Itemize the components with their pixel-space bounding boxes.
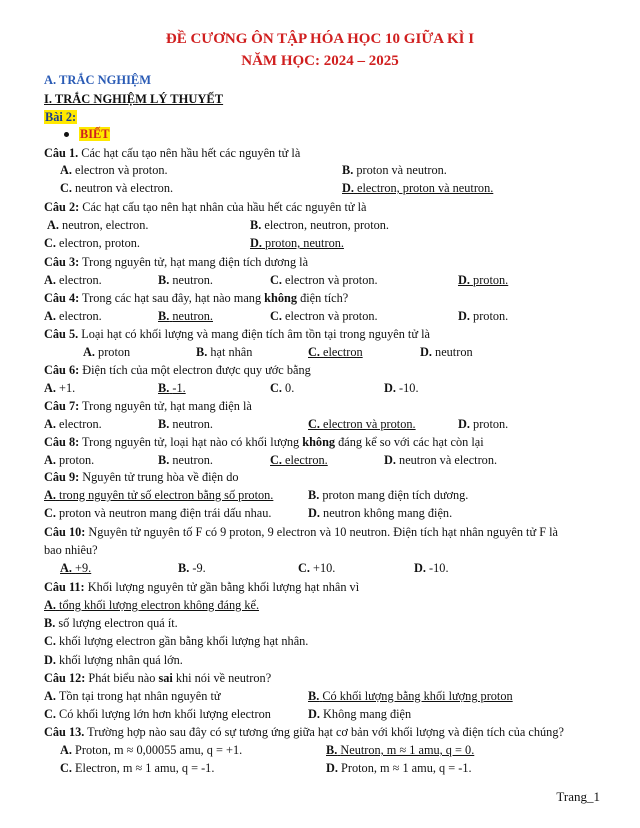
answer-text: neutron. [172, 273, 213, 287]
section-i-text: I. TRẮC NGHIỆM LÝ THUYẾT [44, 92, 224, 106]
answer-option [458, 273, 508, 288]
answer-option [158, 417, 213, 432]
answer-letter: B. [158, 453, 170, 467]
answer-option-correct [158, 309, 213, 323]
question-text: Trong nguyên tử, hạt mang điện tích dương là [79, 255, 309, 269]
answer-letter: A. [60, 743, 72, 757]
answer-letter: D. [384, 381, 396, 395]
answer-text: electron và proton. [285, 309, 378, 323]
answer-letter: B. [158, 417, 170, 431]
answer-option-content [60, 761, 214, 775]
answer-option [458, 417, 508, 432]
section-a-heading: A. TRẮC NGHIỆM [44, 73, 152, 87]
answer-option-content [270, 381, 294, 395]
answer-text: electron [323, 345, 363, 359]
answer-text: proton và neutron. [356, 163, 447, 177]
answer-text: proton, neutron. [265, 236, 344, 250]
answer-option [44, 453, 94, 468]
question-stem [44, 291, 348, 306]
answer-letter: B. [196, 345, 208, 359]
answer-letter: C. [44, 707, 56, 721]
question-number: Câu 9: [44, 470, 80, 484]
lesson-text: Bài 2: [45, 110, 77, 124]
question-stem [44, 725, 564, 740]
answer-option-content [384, 381, 419, 395]
answer-letter: D. [326, 761, 338, 775]
answer-text: Tồn tại trong hạt nhân nguyên tử [58, 689, 221, 703]
answer-option [44, 381, 75, 396]
answer-option [342, 163, 447, 178]
question-emphasis: sai [158, 671, 173, 685]
answer-text: Neutron, m ≈ 1 amu, q = 0. [340, 743, 475, 757]
answer-letter: B. [250, 218, 262, 232]
question-text: Trong các hạt sau đây, hạt nào mang [79, 291, 265, 305]
answer-option-correct [308, 345, 363, 359]
question-number: Câu 6: [44, 363, 80, 377]
answer-option-content [83, 345, 130, 359]
answer-letter: C. [44, 634, 56, 648]
answer-letter: B. [158, 381, 170, 395]
answer-option [60, 761, 214, 776]
answer-option [458, 309, 508, 324]
answer-letter: D. [458, 273, 470, 287]
answer-text: +10. [313, 561, 336, 575]
section-i-heading [44, 92, 223, 107]
question-text: Điện tích của một electron được quy ước bằng [79, 363, 311, 377]
question-text: Khối lượng nguyên tử gần bằng khối lượng hạt nhân vì [84, 580, 360, 594]
answer-text: proton. [59, 453, 95, 467]
answer-letter: D. [250, 236, 262, 250]
answer-text: proton [98, 345, 131, 359]
level-text: BIẾT [80, 127, 110, 141]
answer-letter: A. [44, 309, 56, 323]
question-stem [44, 146, 300, 161]
answer-letter: A. [44, 689, 56, 703]
answer-text: -1. [172, 381, 186, 395]
answer-letter: A. [83, 345, 95, 359]
question-number: Câu 11: [44, 580, 85, 594]
question-stem [44, 327, 430, 342]
answer-text: 0. [285, 381, 295, 395]
answer-text: -10. [429, 561, 449, 575]
answer-text: khối lượng nhân quá lớn. [59, 653, 183, 667]
answer-letter: D. [44, 653, 56, 667]
answer-letter: D. [342, 181, 354, 195]
answer-option-content [44, 381, 75, 395]
answer-option [270, 309, 378, 324]
answer-letter: A. [60, 561, 72, 575]
answer-option [158, 309, 213, 324]
answer-text: proton. [473, 309, 509, 323]
answer-text: tổng khối lượng electron không đáng kể. [59, 598, 260, 612]
answer-option-correct [342, 181, 493, 195]
answer-text: trong nguyên tử số electron bằng số proton. [59, 488, 274, 502]
answer-text: proton. [473, 273, 509, 287]
answer-option [158, 381, 186, 396]
answer-option [44, 417, 102, 432]
question-text: Phát biểu nào [85, 671, 159, 685]
answer-letter: C. [270, 309, 282, 323]
question-number: Câu 1. [44, 146, 79, 160]
answer-letter: D. [414, 561, 426, 575]
answer-option [308, 506, 452, 521]
answer-letter: C. [44, 236, 56, 250]
question-stem [44, 525, 558, 540]
answer-letter: C. [270, 273, 282, 287]
answer-option [44, 236, 140, 251]
answer-text: neutron. [172, 453, 213, 467]
answer-text: neutron, electron. [62, 218, 149, 232]
answer-text: electron. [285, 453, 328, 467]
answer-letter: C. [60, 181, 72, 195]
answer-option [270, 381, 294, 396]
answer-option [308, 707, 411, 722]
page-footer: Trang_1 [556, 789, 600, 804]
answer-option [60, 561, 91, 576]
answer-option-correct [250, 236, 344, 250]
question-number: Câu 5. [44, 327, 79, 341]
answer-letter: C. [308, 417, 320, 431]
answer-option-correct [326, 743, 474, 757]
answer-letter: B. [308, 488, 320, 502]
answer-option [342, 181, 493, 196]
answer-option-content [458, 417, 508, 431]
answer-text: electron và proton. [323, 417, 416, 431]
answer-text: -9. [192, 561, 206, 575]
answer-text: Không mang điện [323, 707, 412, 721]
question-number: Câu 13. [44, 725, 85, 739]
answer-option-correct [60, 561, 91, 575]
answer-option [158, 453, 213, 468]
document-title: ĐỀ CƯƠNG ÔN TẬP HÓA HỌC 10 GIỮA KÌ I [165, 31, 475, 47]
answer-text: +1. [59, 381, 76, 395]
answer-option-content [308, 707, 411, 721]
answer-option-content [44, 616, 178, 630]
answer-option [44, 616, 178, 631]
answer-letter: A. [44, 273, 56, 287]
answer-letter: B. [158, 309, 170, 323]
answer-option-content [158, 453, 213, 467]
question-number: Câu 4: [44, 291, 80, 305]
answer-letter: D. [384, 453, 396, 467]
answer-option-correct [308, 417, 416, 431]
answer-option-content [158, 417, 213, 431]
answer-option-content [414, 561, 449, 575]
answer-option-content [158, 273, 213, 287]
answer-option [298, 561, 335, 576]
answer-option [384, 453, 497, 468]
answer-option-content [458, 309, 508, 323]
answer-letter: C. [270, 381, 282, 395]
answer-option-content [60, 181, 173, 195]
answer-option-content [44, 653, 183, 667]
answer-option-content [60, 743, 242, 757]
answer-text: neutron không mang điện. [323, 506, 453, 520]
answer-option [308, 345, 363, 360]
answer-text: số lượng electron quá ít. [58, 616, 178, 630]
answer-option [47, 218, 148, 233]
answer-letter: B. [158, 273, 170, 287]
answer-letter: D. [308, 506, 320, 520]
question-number: Câu 3: [44, 255, 80, 269]
answer-letter: D. [420, 345, 432, 359]
answer-text: electron và proton. [285, 273, 378, 287]
answer-text: electron, proton. [59, 236, 140, 250]
answer-option-content [44, 707, 271, 721]
answer-option [60, 163, 168, 178]
question-text: Trong nguyên tử, hạt mang điện là [79, 399, 252, 413]
answer-option-content [326, 761, 472, 775]
question-emphasis: không [302, 435, 336, 449]
answer-option-content [420, 345, 473, 359]
answer-option-content [44, 417, 102, 431]
answer-option-content [44, 273, 102, 287]
answer-text: Proton, m ≈ 0,00055 amu, q = +1. [75, 743, 243, 757]
answer-letter: A. [44, 381, 56, 395]
answer-option [158, 273, 213, 288]
answer-option-content [270, 273, 378, 287]
question-number: Câu 10: [44, 525, 86, 539]
answer-option-correct [458, 273, 508, 287]
answer-option [44, 598, 259, 613]
answer-text: hạt nhân [210, 345, 253, 359]
answer-option-content [298, 561, 335, 575]
answer-option [420, 345, 473, 360]
answer-option [308, 689, 513, 704]
answer-letter: B. [326, 743, 338, 757]
answer-letter: C. [44, 506, 56, 520]
answer-letter: A. [44, 488, 56, 502]
answer-option [308, 488, 468, 503]
answer-letter: D. [308, 707, 320, 721]
answer-option [178, 561, 206, 576]
answer-letter: B. [308, 689, 320, 703]
answer-text: neutron. [172, 417, 213, 431]
answer-text: electron. [59, 417, 102, 431]
answer-option-correct [308, 689, 513, 703]
answer-option-correct [270, 453, 328, 467]
answer-option [326, 743, 474, 758]
answer-option [326, 761, 472, 776]
answer-option-content [384, 453, 497, 467]
answer-option-content [270, 309, 378, 323]
question-stem [44, 399, 252, 414]
answer-text: +9. [75, 561, 92, 575]
question-text: Các hạt cấu tạo nên hạt nhân của hầu hết các nguyên tử là [79, 200, 367, 214]
answer-option-correct [44, 488, 273, 502]
bullet-icon [64, 132, 69, 137]
answer-text: Có khối lượng lớn hơn khối lượng electron [59, 707, 271, 721]
answer-option [44, 689, 221, 704]
answer-letter: C. [308, 345, 320, 359]
question-stem [44, 580, 359, 595]
question-text-end: đáng kể so với các hạt còn lại [335, 435, 484, 449]
answer-text: Electron, m ≈ 1 amu, q = -1. [75, 761, 215, 775]
lesson-label [44, 110, 77, 125]
answer-letter: D. [458, 309, 470, 323]
question-number: Câu 2: [44, 200, 80, 214]
answer-option [308, 417, 416, 432]
answer-option-correct [44, 598, 259, 612]
answer-text: proton mang điện tích dương. [322, 488, 469, 502]
answer-letter: A. [47, 218, 59, 232]
answer-option-content [44, 453, 94, 467]
answer-text: neutron [435, 345, 473, 359]
answer-option-content [342, 163, 447, 177]
answer-option [250, 236, 344, 251]
answer-letter: C. [270, 453, 282, 467]
answer-option-content [308, 506, 452, 520]
answer-text: electron, neutron, proton. [264, 218, 389, 232]
answer-letter: A. [44, 598, 56, 612]
question-text: Trường hợp nào sau đây có sự tương ứng giữa hạt cơ bản với khối lượng và điện tích của chúng? [84, 725, 564, 739]
answer-option [44, 634, 308, 649]
answer-letter: C. [60, 761, 72, 775]
answer-option [44, 653, 183, 668]
answer-option [44, 707, 271, 722]
question-stem [44, 363, 311, 378]
question-text: Nguyên tử nguyên tố F có 9 proton, 9 electron và 10 neutron. Điện tích hạt nhân nguyên tử F là [85, 525, 559, 539]
answer-option-correct [158, 381, 186, 395]
answer-letter: B. [178, 561, 190, 575]
question-text: Trong nguyên tử, loại hạt nào có khối lượng [79, 435, 303, 449]
answer-option-content [178, 561, 206, 575]
answer-text: proton. [473, 417, 509, 431]
answer-option-content [44, 634, 308, 648]
answer-text: Proton, m ≈ 1 amu, q = -1. [341, 761, 472, 775]
answer-option [44, 506, 271, 521]
answer-text: -10. [399, 381, 419, 395]
answer-option-content [44, 309, 102, 323]
answer-text: electron. [59, 273, 102, 287]
answer-option-content [44, 689, 221, 703]
answer-option [270, 453, 328, 468]
question-stem-continued: bao nhiêu? [44, 543, 98, 557]
answer-text: neutron và electron. [399, 453, 498, 467]
question-number: Câu 8: [44, 435, 80, 449]
question-stem [44, 671, 271, 686]
answer-option [250, 218, 389, 233]
answer-option [60, 181, 173, 196]
answer-letter: C. [298, 561, 310, 575]
answer-option [44, 309, 102, 324]
answer-option-content [250, 218, 389, 232]
answer-option [60, 743, 242, 758]
answer-text: electron và proton. [75, 163, 168, 177]
question-number: Câu 12: [44, 671, 86, 685]
answer-option-content [308, 488, 468, 502]
question-stem [44, 470, 239, 485]
answer-letter: A. [44, 453, 56, 467]
answer-text: neutron và electron. [75, 181, 174, 195]
answer-letter: B. [342, 163, 354, 177]
answer-option [196, 345, 252, 360]
question-text: Các hạt cấu tạo nên hầu hết các nguyên tử là [78, 146, 301, 160]
answer-text: electron, proton và neutron. [357, 181, 494, 195]
answer-text: proton và neutron mang điện trái dấu nhau. [59, 506, 272, 520]
question-emphasis: không [264, 291, 297, 305]
answer-letter: B. [44, 616, 56, 630]
question-number: Câu 7: [44, 399, 80, 413]
question-text: Nguyên tử trung hòa về điện do [79, 470, 239, 484]
answer-letter: D. [458, 417, 470, 431]
answer-option [83, 345, 130, 360]
question-stem [44, 200, 367, 215]
answer-letter: A. [60, 163, 72, 177]
answer-option [44, 273, 102, 288]
question-stem [44, 255, 308, 270]
question-text: Loại hạt có khối lượng và mang điện tích âm tồn tại trong nguyên tử là [78, 327, 430, 341]
answer-option-content [60, 163, 168, 177]
answer-option [414, 561, 449, 576]
question-stem [44, 435, 484, 450]
answer-option-content [44, 506, 271, 520]
school-year: NĂM HỌC: 2024 – 2025 [241, 53, 399, 69]
answer-option-content [44, 236, 140, 250]
level-label [79, 127, 110, 142]
answer-option [270, 273, 378, 288]
answer-text: Có khối lượng bằng khối lượng proton [322, 689, 513, 703]
answer-option [384, 381, 419, 396]
answer-text: khối lượng electron gần bằng khối lượng hạt nhân. [59, 634, 309, 648]
answer-option [44, 488, 273, 503]
answer-text: neutron. [172, 309, 213, 323]
question-text-end: điện tích? [297, 291, 349, 305]
answer-letter: A. [44, 417, 56, 431]
question-text-end: khi nói về neutron? [172, 671, 272, 685]
answer-text: electron. [59, 309, 102, 323]
answer-option-content [196, 345, 252, 359]
answer-option-content [47, 218, 148, 232]
